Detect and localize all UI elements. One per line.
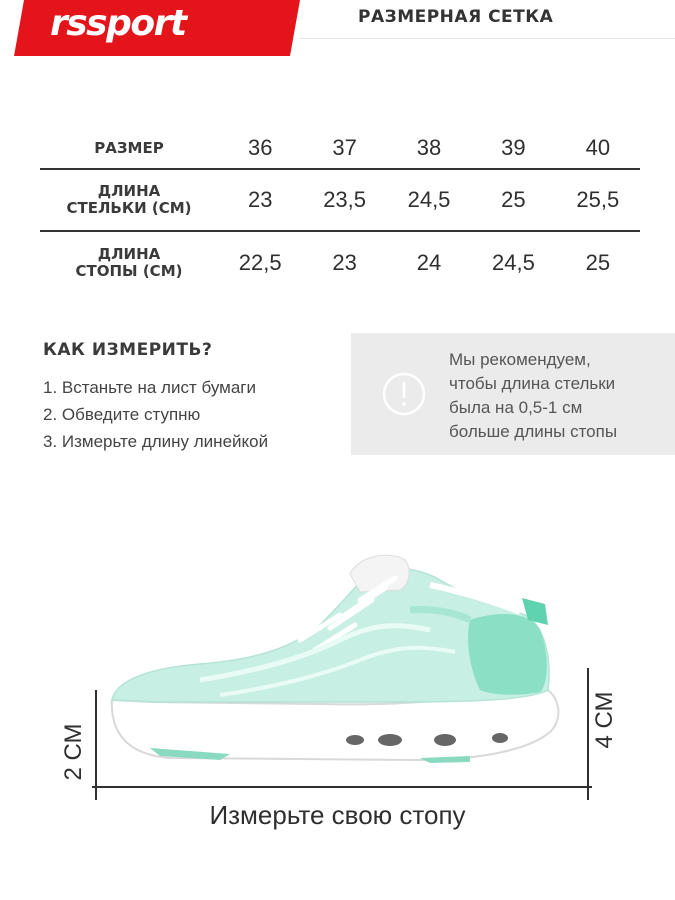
table-cell: 23 xyxy=(332,250,357,275)
table-row-insole-length xyxy=(40,170,640,232)
exclamation-circle-icon xyxy=(382,372,426,416)
table-row-size xyxy=(40,128,640,170)
measure-steps-list xyxy=(43,377,268,458)
recommendation-line: больше длины стопы xyxy=(449,422,618,441)
table-cell: 38 xyxy=(416,135,442,160)
size-chart-table xyxy=(40,128,640,294)
recommendation-box xyxy=(351,333,675,455)
row-label-line: СТОПЫ (СМ) xyxy=(75,262,183,280)
row-label-foot-length xyxy=(40,246,218,280)
table-cell: 36 xyxy=(247,135,273,160)
measure-caption: Измерьте свою стопу xyxy=(209,800,466,830)
row-label-insole-length xyxy=(40,183,218,217)
list-item: 2. Обведите ступню xyxy=(43,405,201,424)
row-label-line: ДЛИНА xyxy=(97,182,161,200)
table-cell: 24 xyxy=(416,250,442,275)
recommendation-line: была на 0,5-1 см xyxy=(449,398,583,417)
height-label-4cm: 4 СМ xyxy=(591,691,618,749)
table-cell: 24,5 xyxy=(407,187,451,212)
table-cell: 23,5 xyxy=(323,187,367,212)
table-cell: 25 xyxy=(585,250,611,275)
recommendation-line: Мы рекомендуем, xyxy=(449,350,591,369)
table-row-foot-length xyxy=(40,232,640,294)
height-label-2cm: 2 СМ xyxy=(60,723,87,781)
recommendation-line: чтобы длина стельки xyxy=(449,374,616,393)
table-cell: 40 xyxy=(585,135,611,160)
rssport-logo: rssport xyxy=(50,3,186,44)
how-to-measure-title: КАК ИЗМЕРИТЬ? xyxy=(43,340,213,360)
table-cell: 39 xyxy=(501,135,526,160)
row-label-line: ДЛИНА xyxy=(97,245,161,263)
row-label-line: СТЕЛЬКИ (СМ) xyxy=(66,199,192,217)
table-cell: 23 xyxy=(247,187,273,212)
header-divider xyxy=(300,38,675,39)
page-title: РАЗМЕРНАЯ СЕТКА xyxy=(358,7,554,27)
list-item: 3. Измерьте длину линейкой xyxy=(43,432,269,451)
table-cell: 24,5 xyxy=(492,250,535,275)
table-cell: 37 xyxy=(332,135,357,160)
table-cell: 22,5 xyxy=(238,250,282,275)
recommendation-text xyxy=(449,348,669,444)
table-cell: 25 xyxy=(501,187,526,212)
sneaker-illustration xyxy=(0,540,675,800)
table-cell: 25,5 xyxy=(576,187,620,212)
list-item: 1. Встаньте на лист бумаги xyxy=(43,378,256,397)
row-label-size: РАЗМЕР xyxy=(94,138,164,157)
